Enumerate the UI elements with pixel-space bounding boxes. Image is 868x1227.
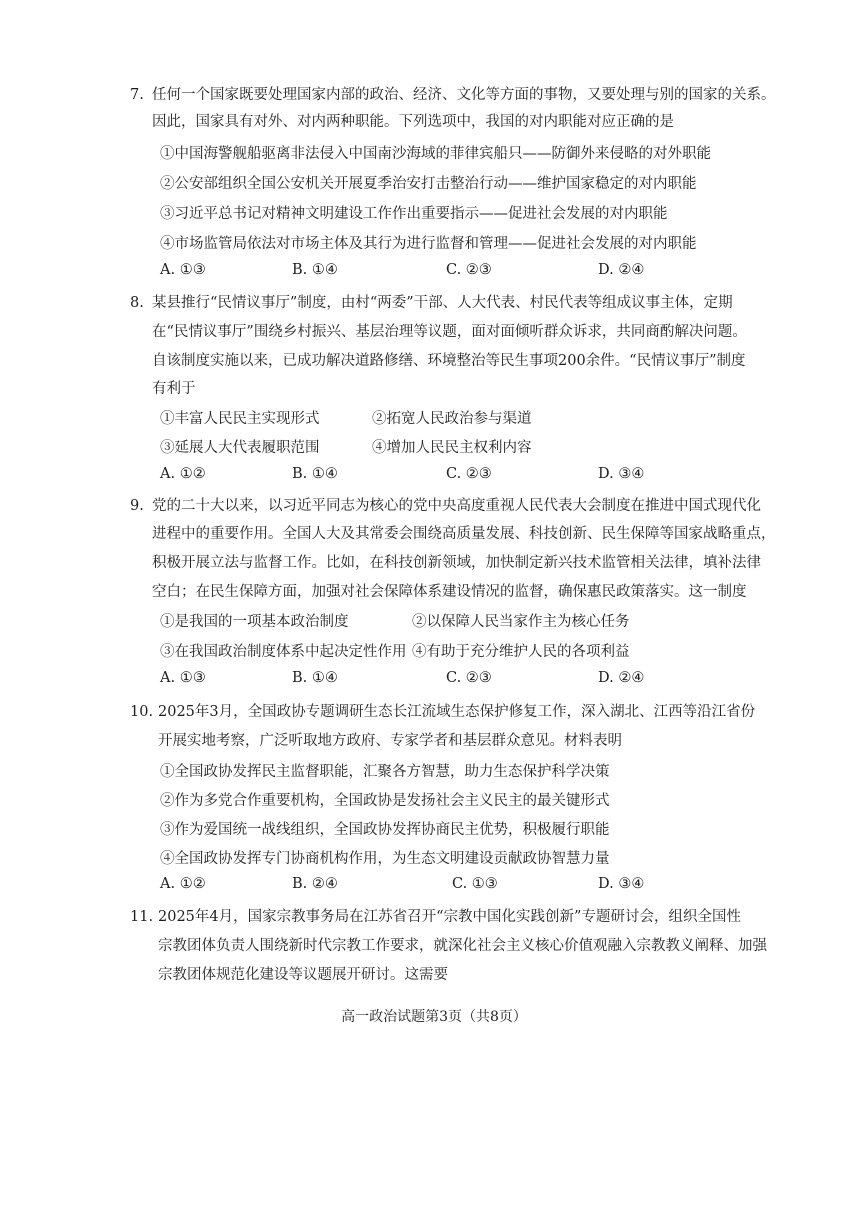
question-stem-line: 自该制度实施以来，已成功解决道路修缮、环境整治等民生事项200余件。“民情议事厅”制度 [152,353,746,369]
choice-d: D. ③④ [598,466,645,482]
choice-c: C. ②③ [446,262,492,278]
question-stem-line: 2025年3月，全国政协专题调研生态长江流域生态保护修复工作，深入湖北、江西等沿江省份 [158,704,756,720]
question-stem-line: 2025年4月，国家宗教事务局在江苏省召开“宗教中国化实践创新”专题研讨会，组织全国性 [158,909,741,925]
statement-3: ③延展人大代表履职范围 [160,440,320,456]
choice-a: A. ①② [160,466,206,482]
statement-1: ①全国政协发挥民主监督职能，汇聚各方智慧，助力生态保护科学决策 [160,764,610,780]
question-number: 7. [130,87,144,103]
statement-2: ②以保障人民当家作主为核心任务 [412,614,630,630]
page-footer: 高一政治试题第3页（共8页） [341,1009,527,1025]
statement-3: ③作为爱国统一战线组织，全国政协发挥协商民主优势，积极履行职能 [160,822,610,838]
question-stem-line: 宗教团体规范化建设等议题展开研讨。这需要 [158,967,448,983]
statement-4: ④增加人民民主权利内容 [372,440,532,456]
choice-c: C. ②③ [446,670,492,686]
question-stem-line: 有利于 [152,381,196,397]
choice-a: A. ①② [160,876,206,892]
question-stem-line: 在“民情议事厅”围绕乡村振兴、基层治理等议题，面对面倾听群众诉求，共同商酌解决问题。 [152,324,747,340]
choice-b: B. ②④ [292,876,338,892]
statement-4: ④有助于充分维护人民的各项利益 [412,644,630,660]
statement-1: ①中国海警舰船驱离非法侵入中国南沙海域的菲律宾船只——防御外来侵略的对外职能 [160,146,711,162]
question-stem-line: 进程中的重要作用。全国人大及其常委会围绕高质量发展、科技创新、民生保障等国家战略重点， [152,526,776,542]
question-number: 10. [130,704,154,720]
choice-c: C. ②③ [446,466,492,482]
statement-3: ③习近平总书记对精神文明建设工作作出重要指示——促进社会发展的对内职能 [160,206,668,222]
choice-b: B. ①④ [292,670,338,686]
question-stem-line: 党的二十大以来，以习近平同志为核心的党中央高度重视人民代表大会制度在推进中国式现代化 [152,498,761,514]
question-stem-line: 宗教团体负责人围绕新时代宗教工作要求，就深化社会主义核心价值观融入宗教教义阐释、加强 [158,938,767,954]
statement-2: ②公安部组织全国公安机关开展夏季治安打击整治行动——维护国家稳定的对内职能 [160,176,697,192]
choice-a: A. ①③ [160,670,206,686]
statement-1: ①是我国的一项基本政治制度 [160,614,349,630]
statement-3: ③在我国政治制度体系中起决定性作用 [160,644,407,660]
question-number: 8. [130,295,144,311]
choice-b: B. ①④ [292,466,338,482]
statement-1: ①丰富人民民主实现形式 [160,411,320,427]
question-stem-line: 任何一个国家既要处理国家内部的政治、经济、文化等方面的事物，又要处理与别的国家的关系。 [152,87,776,103]
statement-4: ④全国政协发挥专门协商机构作用，为生态文明建设贡献政协智慧力量 [160,851,610,867]
question-stem-line: 空白；在民生保障方面，加强对社会保障体系建设情况的监督，确保惠民政策落实。这一制度 [152,584,747,600]
statement-2: ②拓宽人民政治参与渠道 [372,411,532,427]
choice-c: C. ①③ [452,876,498,892]
choice-d: D. ③④ [598,876,645,892]
question-stem-line: 因此，国家具有对外、对内两种职能。下列选项中，我国的对内职能对应正确的是 [152,114,674,130]
question-number: 11. [130,909,154,925]
question-number: 9. [130,498,144,514]
choice-b: B. ①④ [292,262,338,278]
question-stem-line: 某县推行“民情议事厅”制度，由村“两委”干部、人大代表、村民代表等组成议事主体，定期 [152,295,733,311]
question-stem-line: 开展实地考察，广泛听取地方政府、专家学者和基层群众意见。材料表明 [158,733,622,749]
choice-a: A. ①③ [160,262,206,278]
choice-d: D. ②④ [598,670,645,686]
question-stem-line: 积极开展立法与监督工作。比如，在科技创新领域，加快制定新兴技术监管相关法律，填补法律 [152,555,761,571]
statement-2: ②作为多党合作重要机构，全国政协是发扬社会主义民主的最关键形式 [160,793,610,809]
choice-d: D. ②④ [598,262,645,278]
statement-4: ④市场监管局依法对市场主体及其行为进行监督和管理——促进社会发展的对内职能 [160,236,697,252]
